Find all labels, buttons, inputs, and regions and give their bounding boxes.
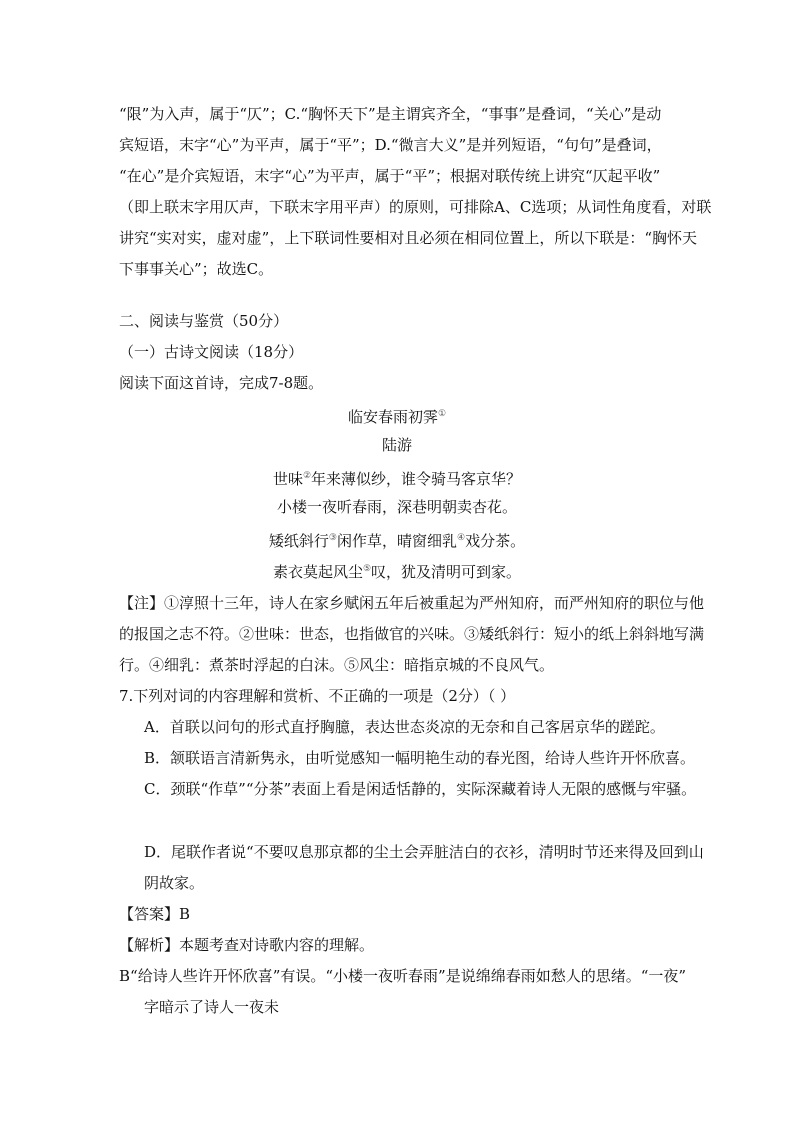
option-d-continued: 阴故家。 bbox=[144, 874, 205, 892]
poem-line bbox=[0, 497, 794, 517]
note-line: 【注】①淳照十三年，诗人在家乡赋闲五年后被重起为严州知府，而严州知府的职位与他 bbox=[119, 594, 705, 612]
explanation-line: 宾短语，末字“心”为平声，属于“平”；D.“微言大义”是并列短语，“句句”是叠词， bbox=[119, 136, 662, 154]
section-subtitle: （一）古诗文阅读（18分） bbox=[119, 343, 304, 361]
explanation-line: （即上联末字用仄声，下联末字用平声）的原则，可排除A、C选项；从词性角度看，对联 bbox=[119, 198, 712, 216]
note-marker: ② bbox=[302, 471, 312, 481]
poem-author: 陆游 bbox=[381, 436, 412, 454]
note-marker: ③ bbox=[328, 533, 337, 543]
section-title: 二、阅读与鉴赏（50分） bbox=[119, 312, 289, 330]
note-line: 的报国之志不符。②世味：世态，也指做官的兴味。③矮纸斜行：短小的纸上斜斜地写满 bbox=[119, 625, 705, 643]
poem-title bbox=[0, 404, 794, 427]
poem-line-text: 戏分茶。 bbox=[465, 532, 526, 550]
explanation-line: 下事事关心”；故选C。 bbox=[119, 260, 274, 278]
note-line: 行。④细乳：煮茶时浮起的白沫。⑤风尘：暗指京城的不良风气。 bbox=[119, 656, 555, 674]
poem-line bbox=[0, 466, 794, 489]
explanation-line: “限”为入声，属于“仄”；C.“胸怀天下”是主谓宾齐全，“事事”是叠词，“关心”是动 bbox=[119, 105, 662, 123]
poem-line-text: 叹，犹及清明可到家。 bbox=[371, 563, 522, 581]
explanation-line: “在心”是介宾短语，末字“心”为平声，属于“平”；根据对联传统上讲究“仄起平收” bbox=[119, 167, 661, 185]
note-marker: ⑤ bbox=[362, 564, 372, 574]
poem-line-text: 世味 bbox=[272, 470, 303, 488]
option-b: B．颔联语言清新隽永，由听觉感知一幅明艳生动的春光图，给诗人些许开怀欣喜。 bbox=[144, 749, 696, 767]
poem-title-text: 临安春雨初霁 bbox=[347, 408, 438, 426]
note-marker: ④ bbox=[457, 533, 466, 543]
analysis-line: 字暗示了诗人一夜未 bbox=[144, 998, 280, 1016]
poem-line-text: 矮纸斜行 bbox=[268, 532, 329, 550]
analysis-line: B“给诗人些许开怀欣喜”有误。“小楼一夜听春雨”是说绵绵春雨如愁人的思绪。“一夜” bbox=[119, 967, 687, 985]
section-instruction: 阅读下面这首诗，完成7-8题。 bbox=[119, 374, 324, 392]
poem-line bbox=[0, 528, 794, 551]
poem-line-text: 小楼一夜听春雨，深巷明朝卖杏花。 bbox=[276, 498, 517, 516]
poem-line-text: 闲作草，晴窗细乳 bbox=[336, 532, 457, 550]
option-a: A．首联以问句的形式直抒胸臆，表达世态炎凉的无奈和自己客居京华的蹉跎。 bbox=[144, 718, 665, 736]
explanation-line: 讲究“实对实，虚对虚”，上下联词性要相对且必须在相同位置上，所以下联是：“胸怀天 bbox=[119, 229, 698, 247]
question-stem: 7.下列对词的内容理解和赏析、不正确的一项是（2分）（ ） bbox=[119, 687, 516, 705]
analysis-label: 【解析】本题考查对诗歌内容的理解。 bbox=[119, 936, 375, 954]
poem-line-text: 年来薄似纱，谁令骑马客京华？ bbox=[311, 470, 522, 488]
note-marker: ① bbox=[437, 409, 447, 419]
poem-line bbox=[0, 559, 794, 582]
option-c: C．颈联“作草”“分茶”表面上看是闲适恬静的，实际深藏着诗人无限的感慨与牢骚。 bbox=[144, 780, 697, 798]
option-d: D．尾联作者说“不要叹息那京都的尘土会弄脏洁白的衣衫，清明时节还来得及回到山 bbox=[144, 843, 704, 861]
answer: 【答案】B bbox=[119, 905, 191, 923]
poem-line-text: 素衣莫起风尘 bbox=[272, 563, 363, 581]
